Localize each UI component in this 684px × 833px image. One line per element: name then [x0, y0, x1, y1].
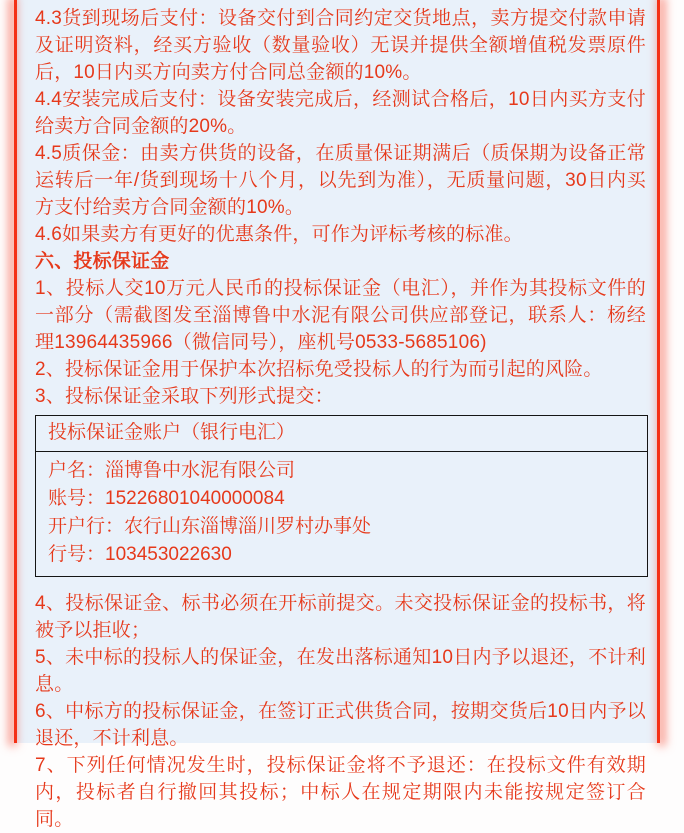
bank-code-line: 行号：103453022630	[48, 544, 232, 565]
payment-clause-4-4: 4.4安装完成后支付：设备安装完成后，经测试合格后，10日内买方支付给卖方合同金额的20%。	[35, 89, 646, 137]
payment-clause-4-6: 4.6如果卖方有更好的优惠条件，可作为评标考核的标准。	[35, 224, 523, 245]
table-body-cell	[36, 452, 648, 577]
bank-branch-line: 开户行：农行山东淄博淄川罗村办事处	[48, 516, 372, 537]
account-number-line: 账号：15226801040000084	[48, 488, 285, 509]
left-red-border-rule	[14, 0, 17, 743]
account-holder-line: 户名：淄博鲁中水泥有限公司	[48, 460, 296, 481]
payment-clause-4-3: 4.3货到现场后支付：设备交付到合同约定交货地点，卖方提交付款申请及证明资料，经买方验收（数量验收）无误并提供全额增值税发票原件后，10日内买方向卖方付合同总金额的10%。	[35, 8, 646, 83]
section-heading-bid-deposit: 六、投标保证金	[35, 251, 170, 272]
table-header-label: 投标保证金账户（银行电汇）	[48, 422, 296, 443]
document-content	[17, 0, 657, 830]
table-body-row	[36, 452, 648, 577]
right-red-border-rule	[657, 0, 660, 743]
table-header-row	[36, 416, 648, 452]
deposit-item-2: 2、投标保证金用于保护本次招标免受投标人的行为而引起的风险。	[35, 359, 603, 380]
deposit-item-4: 4、投标保证金、标书必须在开标前提交。未交投标保证金的投标书，将被予以拒收；	[35, 593, 646, 641]
deposit-item-1: 1、投标人交10万元人民币的投标保证金（电汇），并作为其投标文件的一部分（需截图发至淄博鲁中水泥有限公司供应部登记，联系人：杨经理13964435966（微信同号），座机号0533-5685106)	[35, 278, 646, 353]
deposit-account-table	[35, 415, 648, 577]
deposit-item-7: 7、下列任何情况发生时，投标保证金将不予退还：在投标文件有效期内，投标者自行撤回其投标；中标人在规定期限内未能按规定签订合同。	[35, 755, 646, 830]
payment-clause-4-5: 4.5质保金：由卖方供货的设备，在质量保证期满后（质保期为设备正常运转后一年/货到现场十八个月，以先到为准），无质量问题，30日内买方支付给卖方合同金额的10%。	[35, 143, 646, 218]
deposit-item-5: 5、未中标的投标人的保证金，在发出落标通知10日内予以退还，不计利息。	[35, 647, 646, 695]
deposit-item-3: 3、投标保证金采取下列形式提交：	[35, 386, 334, 407]
table-header-cell	[36, 416, 648, 452]
deposit-item-6: 6、中标方的投标保证金，在签订正式供货合同，按期交货后10日内予以退还，不计利息。	[35, 701, 646, 749]
